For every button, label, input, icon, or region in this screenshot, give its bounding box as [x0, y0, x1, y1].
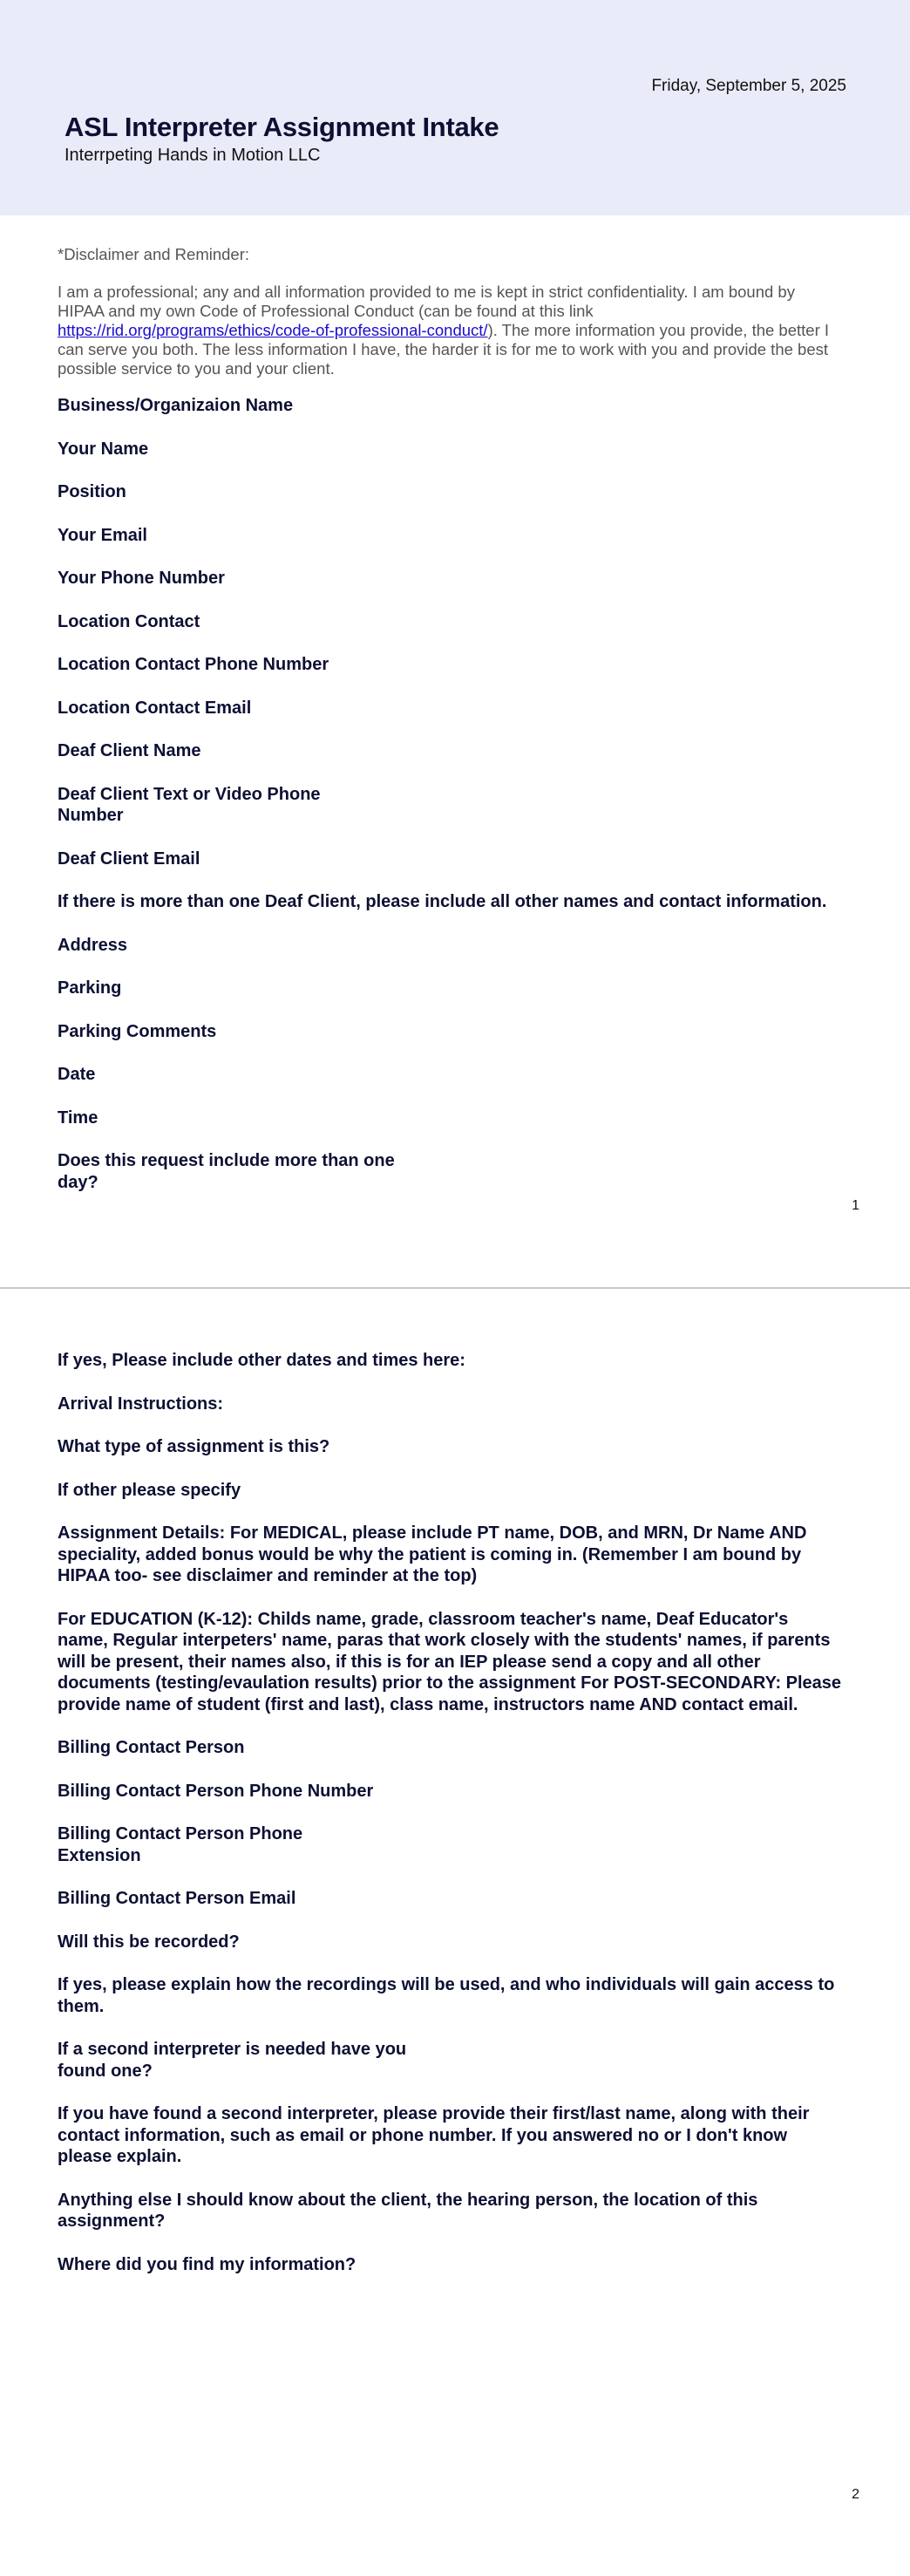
field-label-business-name: Business/Organizaion Name — [58, 396, 294, 415]
field-label-billing-contact: Billing Contact Person — [58, 1738, 245, 1757]
disclaimer-text — [58, 283, 842, 378]
form-fields-page-1 — [58, 395, 842, 1215]
field-label-your-email: Your Email — [58, 525, 147, 545]
field-label-your-name: Your Name — [58, 439, 149, 459]
document-date: Friday, September 5, 2025 — [651, 77, 846, 95]
code-of-conduct-link[interactable]: https://rid.org/programs/ethics/code-of-professional-conduct/ — [58, 321, 488, 339]
disclaimer-heading: *Disclaimer and Reminder: — [58, 245, 250, 263]
field-label-location-contact-phone: Location Contact Phone Number — [58, 655, 329, 674]
field-label-referral-source: Where did you find my information? — [58, 2254, 357, 2274]
field-label-other-specify: If other please specify — [58, 1480, 241, 1500]
field-label-arrival-instructions: Arrival Instructions: — [58, 1394, 224, 1414]
field-label-location-contact-email: Location Contact Email — [58, 698, 252, 718]
field-label-address: Address — [58, 935, 128, 955]
field-label-deaf-client-email: Deaf Client Email — [58, 848, 200, 869]
field-label-billing-email: Billing Contact Person Email — [58, 1889, 296, 1908]
field-label-other-dates: If yes, Please include other dates and times here: — [58, 1351, 465, 1370]
field-label-location-contact: Location Contact — [58, 611, 200, 631]
disclaimer-text-start: I am a professional; any and all information provided to me is kept in strict confidentiality. I am bound by HIPAA and my own Code of Professional Conduct (can be found at this link — [58, 283, 795, 320]
field-label-other-deaf-clients: If there is more than one Deaf Client, please include all other names and contact information. — [58, 892, 827, 911]
field-label-time: Time — [58, 1107, 98, 1128]
field-label-recorded: Will this be recorded? — [58, 1932, 240, 1952]
disclaimer-text-end: ). The more information you provide, the better I can serve you both. The less information I have, the harder it is for me to work with you and provide the best possible service to you and your client. — [58, 321, 830, 378]
page-number: 1 — [852, 1198, 859, 1213]
form-fields-page-2 — [58, 1350, 842, 2297]
field-label-education-details: For EDUCATION (K-12): Childs name, grade, classroom teacher's name, Deaf Educator's name, Regular interpeters' name, paras that work closely with the students' names, if parents will be present, their names also, if this is for an IEP please send a copy and all other documents (testing/evaulation results) prior to the assignment For POST-SECONDARY: Please provide name of student (first and last), class name, instructors name AND contact email. — [58, 1609, 842, 1714]
field-label-your-phone: Your Phone Number — [58, 569, 225, 588]
field-label-billing-extension: Billing Contact Person Phone Extension — [58, 1824, 303, 1865]
field-label-deaf-client-name: Deaf Client Name — [58, 741, 201, 760]
document-title: ASL Interpreter Assignment Intake — [65, 112, 499, 142]
field-label-billing-phone: Billing Contact Person Phone Number — [58, 1781, 374, 1801]
field-label-medical-details: Assignment Details: For MEDICAL, please include PT name, DOB, and MRN, Dr Name AND speciality, added bonus would be why the patient is coming in. (Remember I am bound by HIPAA too- see disclaimer and reminder at the top) — [58, 1523, 807, 1585]
page-2 — [0, 1289, 910, 2576]
field-label-deaf-client-phone: Deaf Client Text or Video Phone Number — [58, 784, 321, 825]
field-label-second-interpreter-info: If you have found a second interpreter, please provide their first/last name, along with their contact information, such as email or phone number. If you answered no or I don't know please explain. — [58, 2104, 810, 2166]
field-label-anything-else: Anything else I should know about the client, the hearing person, the location of this assignment? — [58, 2190, 758, 2231]
field-label-second-interpreter: If a second interpreter is needed have you found one? — [58, 2040, 407, 2081]
header-band — [0, 0, 910, 215]
document-subtitle: Interrpeting Hands in Motion LLC — [65, 146, 321, 165]
field-label-date: Date — [58, 1065, 96, 1084]
field-label-multiple-days: Does this request include more than one day? — [58, 1151, 395, 1192]
page-number: 2 — [852, 2487, 859, 2502]
field-label-position: Position — [58, 482, 126, 501]
field-label-recording-usage: If yes, please explain how the recordings will be used, and who individuals will gain access to them. — [58, 1975, 835, 2016]
field-label-assignment-type: What type of assignment is this? — [58, 1437, 330, 1456]
field-label-parking-comments: Parking Comments — [58, 1021, 217, 1041]
field-label-parking: Parking — [58, 978, 122, 998]
